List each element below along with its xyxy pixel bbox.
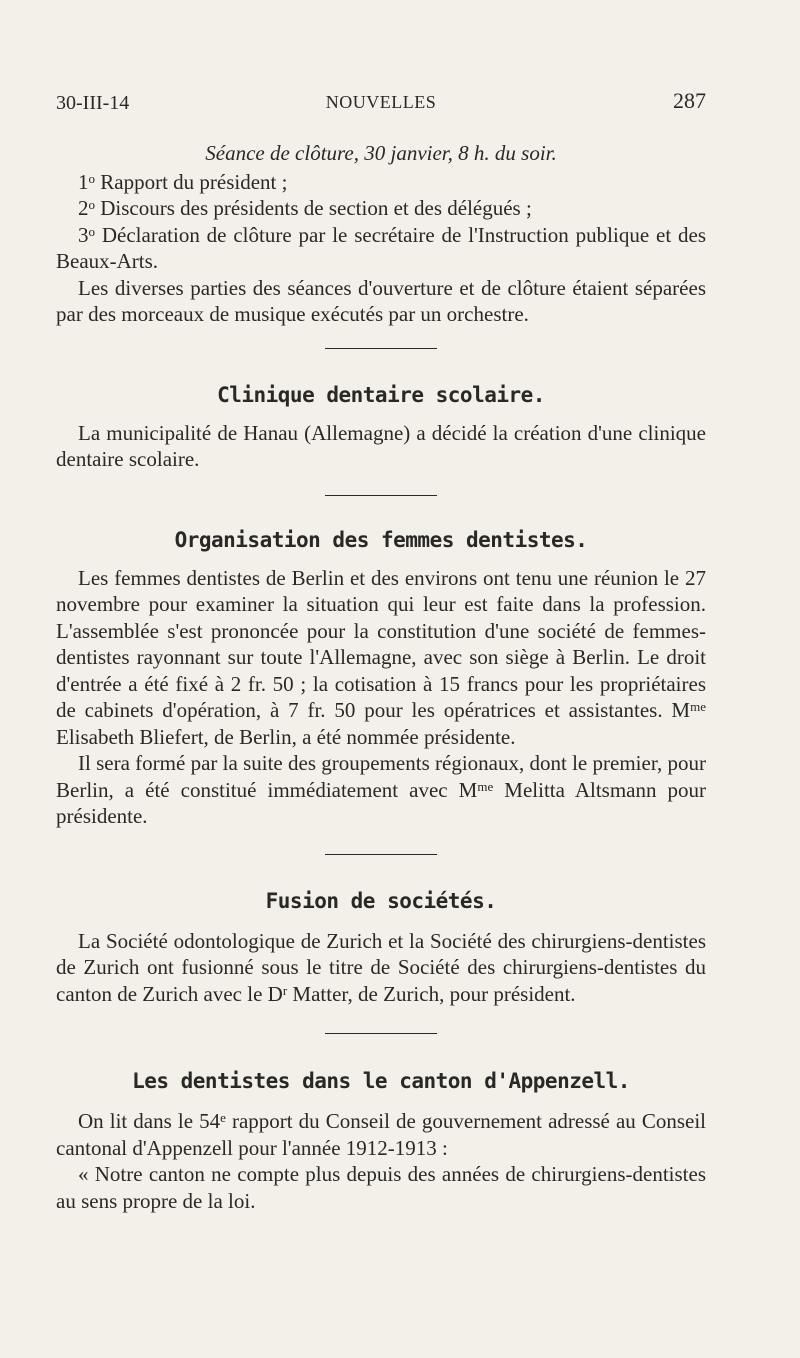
agenda-item-2 (56, 195, 706, 222)
header-title: NOUVELLES (325, 92, 437, 112)
agenda-number: 1 (78, 169, 89, 194)
agenda-text: Rapport du président ; (100, 169, 288, 194)
paragraph-text: Matter, de Zurich, pour président. (292, 981, 576, 1006)
section-divider (325, 348, 437, 349)
ordinal-mark: e (220, 1110, 226, 1125)
page-number: 287 (673, 88, 706, 113)
session-title: Séance de clôture, 30 janvier, 8 h. du soir. (205, 141, 557, 165)
section-heading-fusion: Fusion de sociétés. (265, 888, 497, 913)
session-closing-paragraph: Les diverses parties des séances d'ouverture et de clôture étaient séparées par des morceaux de musique exécutés par un orchestre. (56, 275, 706, 326)
paragraph-text: Les femmes dentistes de Berlin et des environs ont tenu une réunion le 27 novembre pour examiner la situation qui leur est faite dans la profession. L'assemblée s'est prononcée pour la constitution d'une société de femmes-dentistes rayonnant sur toute l'Allemagne, avec son siège à Berlin. Le droit d'entrée a été fixé à 2 fr. 50 ; la cotisation à 15 francs pour les propriétaires de cabinets d'opération, à 7 fr. 50 pour les opératrices et assistantes. (56, 565, 706, 722)
section-heading-organisation: Organisation des femmes dentistes. (174, 527, 588, 552)
section-body-appenzell (56, 1108, 706, 1161)
paragraph-text: rapport du Conseil de gouvernement adressé au Conseil cantonal d'Appenzell pour l'année 1912-1913 : (56, 1109, 707, 1160)
paragraph-text: Melitta Altsmann pour présidente. (56, 777, 707, 828)
paragraph-text: Il sera formé par la suite des groupements régionaux, dont le premier, pour Berlin, a été constitué immédiatement avec (56, 751, 706, 802)
section-divider (325, 1033, 437, 1034)
section-body-fusion (56, 928, 706, 1008)
header-date: 30-III-14 (56, 92, 130, 114)
paragraph-text: On lit dans le 54 (78, 1109, 221, 1133)
section-heading-clinique: Clinique dentaire scolaire. (217, 382, 545, 407)
paragraph-text: Elisabeth Bliefert, de Berlin, a été nommée présidente. (56, 724, 516, 749)
agenda-item-1 (56, 169, 706, 196)
agenda-text: Discours des présidents de section et des délégués ; (100, 196, 532, 220)
agenda-text: Déclaration de clôture par le secrétaire de l'Instruction publique et des Beaux-Arts. (56, 222, 707, 273)
running-header (56, 88, 706, 118)
section-quote-appenzell: « Notre canton ne compte plus depuis des années de chirurgiens-dentistes au sens propre de la loi. (56, 1162, 706, 1213)
honorific-sup: me (690, 699, 706, 714)
agenda-item-3 (56, 222, 706, 275)
section-body-organisation-2 (56, 750, 706, 830)
section-body-clinique: La municipalité de Hanau (Allemagne) a décidé la création d'une clinique dentaire scolaire. (56, 420, 706, 471)
section-divider (325, 854, 437, 855)
honorific-sup: me (477, 778, 494, 794)
honorific: M (458, 777, 478, 802)
page-content (56, 140, 706, 1214)
ordinal-mark: o (88, 170, 95, 186)
agenda-number: 2 (78, 196, 89, 220)
honorific: M (671, 698, 691, 722)
honorific-sup: r (282, 982, 288, 998)
ordinal-mark: o (88, 223, 95, 239)
section-divider (325, 495, 437, 496)
ordinal-mark: o (88, 197, 95, 212)
section-heading-appenzell: Les dentistes dans le canton d'Appenzell. (132, 1069, 630, 1093)
paragraph-text: La Société odontologique de Zurich et la Société des chirurgiens-dentistes de Zurich ont fusionné sous le titre de Société des chirurgiens-dentistes du canton de Zurich avec le (56, 928, 706, 1006)
honorific: D (267, 981, 283, 1006)
agenda-number: 3 (78, 222, 89, 247)
section-body-organisation (56, 565, 706, 751)
